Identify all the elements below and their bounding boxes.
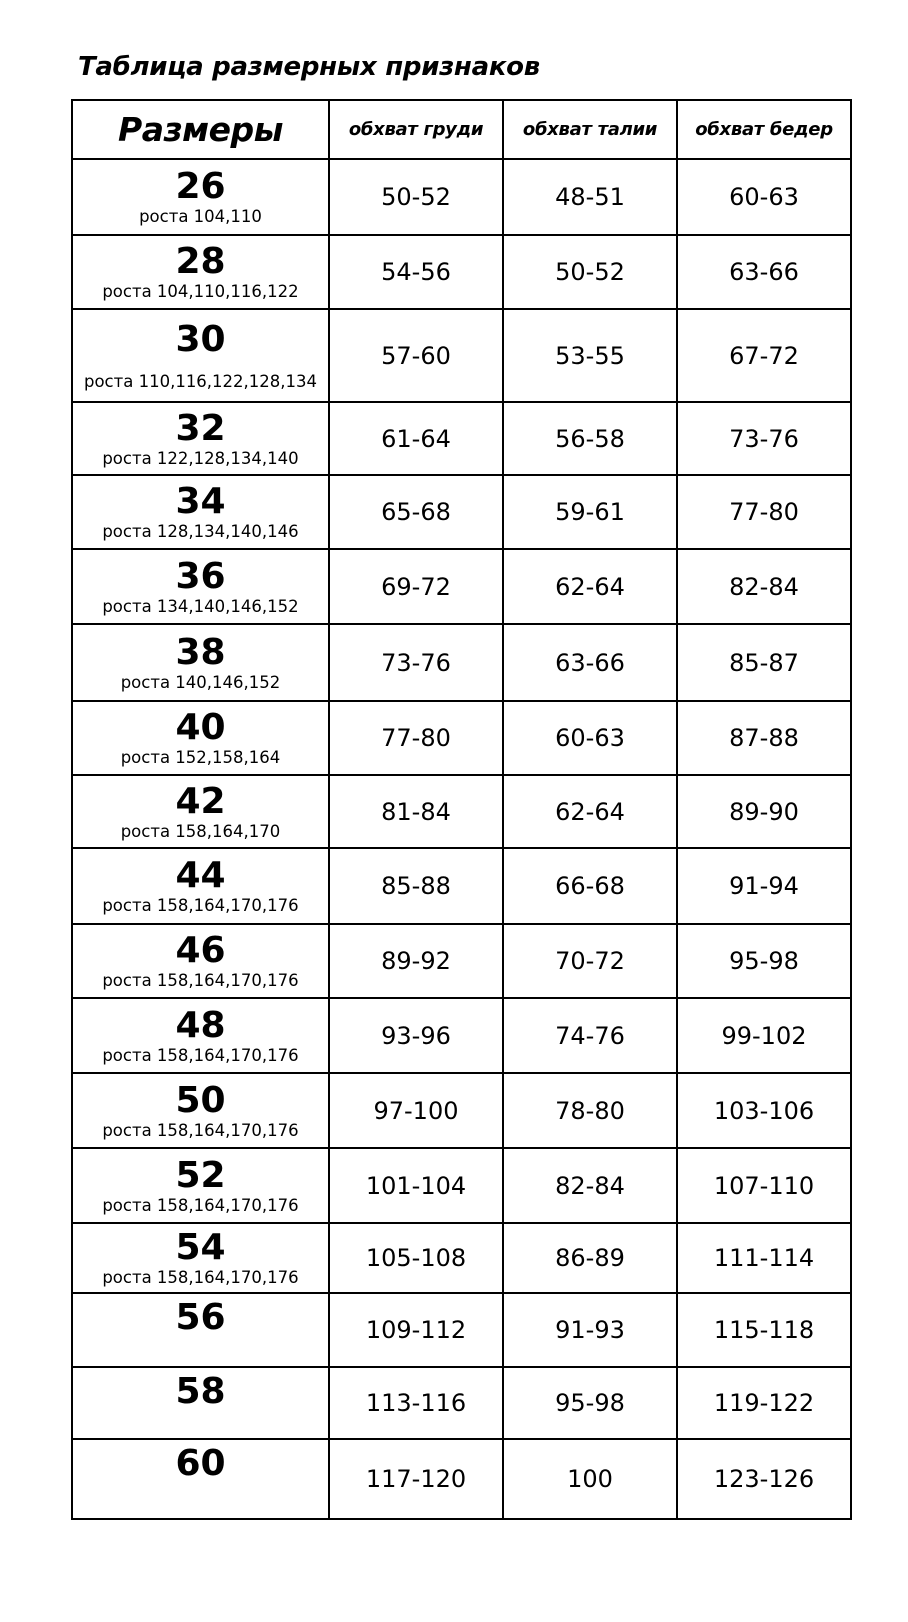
size-number: 60 (175, 1443, 226, 1484)
waist-cell: 59-61 (503, 475, 677, 549)
table-row (72, 848, 851, 924)
table-row (72, 235, 851, 309)
size-cell (72, 624, 329, 701)
hips-cell: 73-76 (677, 402, 851, 475)
table-row (72, 775, 851, 848)
chest-cell: 105-108 (329, 1223, 503, 1293)
table-row (72, 159, 851, 235)
chest-cell: 97-100 (329, 1073, 503, 1148)
size-heights: роста 104,110 (139, 207, 262, 226)
size-cell (72, 1367, 329, 1439)
hips-cell: 111-114 (677, 1223, 851, 1293)
hips-cell: 123-126 (677, 1439, 851, 1519)
table-row (72, 549, 851, 624)
table-row (72, 624, 851, 701)
chest-cell: 69-72 (329, 549, 503, 624)
size-heights: роста 158,164,170,176 (102, 1120, 299, 1140)
waist-cell: 53-55 (503, 309, 677, 402)
table-row (72, 402, 851, 475)
size-cell (72, 159, 329, 235)
size-number: 46 (175, 930, 226, 971)
size-number: 32 (175, 407, 226, 449)
hips-cell: 95-98 (677, 924, 851, 998)
size-number: 44 (175, 855, 226, 896)
size-number: 52 (175, 1154, 226, 1196)
size-cell (72, 402, 329, 475)
chest-cell: 65-68 (329, 475, 503, 549)
waist-cell: 63-66 (503, 624, 677, 701)
table-row (72, 701, 851, 775)
hips-cell: 63-66 (677, 235, 851, 309)
size-number: 58 (175, 1371, 226, 1412)
waist-cell: 78-80 (503, 1073, 677, 1148)
size-number: 30 (175, 318, 226, 360)
size-number: 34 (175, 481, 226, 522)
table-row (72, 309, 851, 402)
size-number: 28 (175, 241, 226, 282)
size-number: 40 (175, 707, 226, 748)
hips-cell: 77-80 (677, 475, 851, 549)
chest-cell: 93-96 (329, 998, 503, 1073)
size-number: 50 (175, 1079, 226, 1121)
size-number: 36 (175, 555, 226, 597)
waist-cell: 70-72 (503, 924, 677, 998)
waist-cell: 56-58 (503, 402, 677, 475)
size-cell (72, 475, 329, 549)
table-row (72, 1367, 851, 1439)
chest-cell: 101-104 (329, 1148, 503, 1223)
size-heights: роста 128,134,140,146 (102, 522, 299, 541)
waist-cell: 50-52 (503, 235, 677, 309)
header-hips: обхват бедер (677, 100, 851, 159)
size-heights: роста 158,164,170 (120, 821, 281, 841)
size-heights: роста 122,128,134,140 (102, 448, 299, 468)
chest-cell: 77-80 (329, 701, 503, 775)
hips-cell: 107-110 (677, 1148, 851, 1223)
size-heights: роста 140,146,152 (120, 672, 281, 692)
waist-cell: 100 (503, 1439, 677, 1519)
size-number: 38 (175, 631, 226, 673)
header-size: Размеры (72, 100, 329, 159)
table-row (72, 998, 851, 1073)
waist-cell: 74-76 (503, 998, 677, 1073)
chest-cell: 61-64 (329, 402, 503, 475)
table-row (72, 475, 851, 549)
hips-cell: 119-122 (677, 1367, 851, 1439)
hips-cell: 91-94 (677, 848, 851, 924)
table-row (72, 1223, 851, 1293)
size-cell (72, 848, 329, 924)
size-number: 26 (175, 166, 226, 207)
size-heights: роста 158,164,170,176 (102, 971, 299, 990)
chest-cell: 109-112 (329, 1293, 503, 1367)
waist-cell: 86-89 (503, 1223, 677, 1293)
size-heights: роста 158,164,170,176 (102, 1268, 299, 1287)
table-row (72, 1148, 851, 1223)
waist-cell: 91-93 (503, 1293, 677, 1367)
waist-cell: 60-63 (503, 701, 677, 775)
header-chest: обхват груди (329, 100, 503, 159)
size-heights: роста 104,110,116,122 (102, 282, 299, 301)
table-row (72, 1439, 851, 1519)
hips-cell: 103-106 (677, 1073, 851, 1148)
size-cell (72, 235, 329, 309)
size-cell (72, 1223, 329, 1293)
size-number: 48 (175, 1004, 226, 1046)
size-heights: роста 110,116,122,128,134 (83, 371, 318, 391)
chest-cell: 54-56 (329, 235, 503, 309)
page-title: Таблица размерных признаков (78, 52, 540, 82)
chest-cell: 113-116 (329, 1367, 503, 1439)
size-cell (72, 701, 329, 775)
size-heights: роста 152,158,164 (120, 748, 281, 767)
chest-cell: 73-76 (329, 624, 503, 701)
size-heights: роста 134,140,146,152 (102, 596, 299, 616)
header-waist: обхват талии (503, 100, 677, 159)
size-cell (72, 775, 329, 848)
size-number: 54 (175, 1227, 226, 1268)
size-heights: роста 158,164,170,176 (102, 1195, 299, 1215)
hips-cell: 60-63 (677, 159, 851, 235)
size-cell (72, 1148, 329, 1223)
table-row (72, 1293, 851, 1367)
waist-cell: 82-84 (503, 1148, 677, 1223)
size-cell (72, 549, 329, 624)
size-heights: роста 158,164,170,176 (102, 1045, 299, 1065)
hips-cell: 99-102 (677, 998, 851, 1073)
chest-cell: 89-92 (329, 924, 503, 998)
table-body (72, 159, 851, 1519)
hips-cell: 89-90 (677, 775, 851, 848)
size-cell (72, 924, 329, 998)
size-heights: роста 158,164,170,176 (102, 896, 299, 915)
waist-cell: 62-64 (503, 775, 677, 848)
table-row (72, 924, 851, 998)
size-table (71, 99, 852, 1520)
hips-cell: 67-72 (677, 309, 851, 402)
waist-cell: 48-51 (503, 159, 677, 235)
size-cell (72, 1293, 329, 1367)
chest-cell: 50-52 (329, 159, 503, 235)
waist-cell: 95-98 (503, 1367, 677, 1439)
hips-cell: 85-87 (677, 624, 851, 701)
header-row (72, 100, 851, 159)
size-number: 42 (175, 780, 226, 822)
chest-cell: 85-88 (329, 848, 503, 924)
waist-cell: 62-64 (503, 549, 677, 624)
table-row (72, 1073, 851, 1148)
size-number: 56 (175, 1297, 226, 1338)
hips-cell: 82-84 (677, 549, 851, 624)
hips-cell: 115-118 (677, 1293, 851, 1367)
size-cell (72, 309, 329, 402)
chest-cell: 117-120 (329, 1439, 503, 1519)
chest-cell: 57-60 (329, 309, 503, 402)
size-cell (72, 998, 329, 1073)
size-cell (72, 1439, 329, 1519)
chest-cell: 81-84 (329, 775, 503, 848)
waist-cell: 66-68 (503, 848, 677, 924)
size-cell (72, 1073, 329, 1148)
hips-cell: 87-88 (677, 701, 851, 775)
